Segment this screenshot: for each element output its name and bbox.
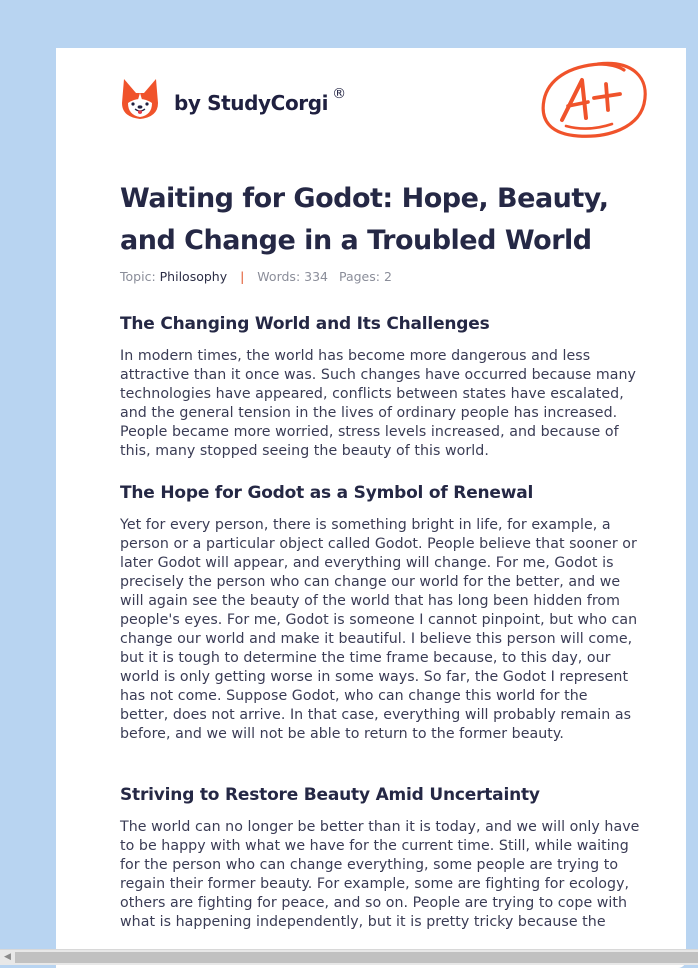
pages-label: Pages: (338, 269, 380, 284)
section-paragraph: Yet for every person, there is something bright in life, for example, a person or a particular object called Godot. People believe that sooner or later Godot will appear, and everything will change. For me, Godot is precisely the person who can change our world for the better, and we will again see the beauty of the world that has long been hidden from people's eyes. For me, Godot is someone I cannot pinpoint, but who can change our world and make it beautiful. I believe this person will come, but it is tough to determine the time frame because, to this day, our world is only getting worse in some ways. So far, the Godot I represent has not come. Suppose Godot, who can change this world for the better, does not arrive. In that case, everything will probably remain as before, and we will not be able to return to the former beauty. (120, 517, 638, 742)
horizontal-scrollbar[interactable] (0, 949, 698, 965)
section-heading: Striving to Restore Beauty Amid Uncertainty (120, 785, 540, 805)
words-count: 334 (304, 269, 328, 284)
a-plus-icon (538, 58, 650, 142)
registered-mark: ® (332, 86, 346, 102)
meta-separator: | (240, 269, 245, 284)
pages-count: 2 (383, 269, 392, 284)
section-heading: The Hope for Godot as a Symbol of Renewal (120, 483, 534, 503)
brand-name: by StudyCorgi ® (174, 86, 346, 115)
section-paragraph: The world can no longer be better than it is today, and we will only have to be happy with what we have for the current time. Still, while waiting for the person who can change everything, some people are trying to regain their former beauty. For example, some are fighting for ecology, others are fighting for peace, and so on. People are trying to cope with what is happening independently, but it is pretty tricky because the (120, 819, 640, 930)
topic-link[interactable]: Philosophy (159, 269, 228, 284)
essay-section-1 (120, 313, 640, 461)
scroll-left-arrow-icon[interactable]: ◀ (4, 952, 11, 962)
section-heading: The Changing World and Its Challenges (120, 314, 490, 334)
topic-label: Topic: (120, 269, 156, 284)
essay-page (56, 48, 686, 968)
section-paragraph: In modern times, the world has become more dangerous and less attractive than it once was. Such changes have occurred because many technologies have appeared, conflicts between states have escalated, and the general tension in the lives of ordinary people has increased. People became more worried, stress levels increased, and because of this, many stopped seeing the beauty of this world. (120, 348, 636, 459)
words-label: Words: (257, 269, 301, 284)
essay-section-2 (120, 482, 640, 744)
essay-meta (120, 269, 392, 284)
scrollbar-thumb[interactable] (15, 952, 698, 963)
corgi-icon (120, 77, 160, 121)
essay-title: Waiting for Godot: Hope, Beauty, and Change in a Troubled World (120, 183, 609, 256)
essay-section-3 (120, 784, 640, 932)
brand-logo[interactable] (120, 76, 346, 122)
